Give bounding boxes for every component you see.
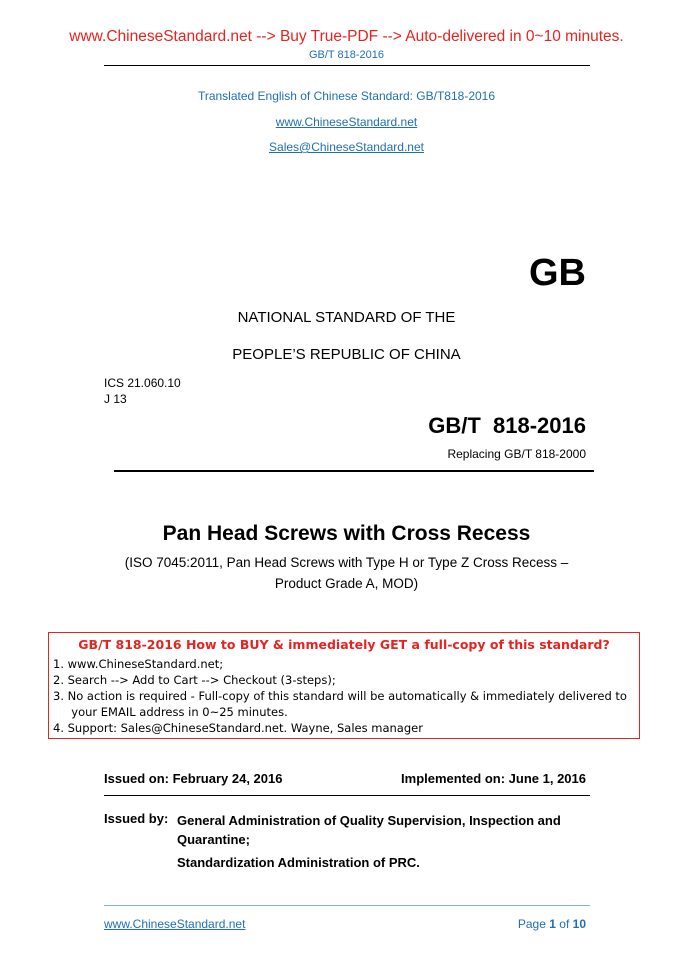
purchase-step: 2. Search --> Add to Cart --> Checkout (3-steps); <box>53 673 336 687</box>
purchase-info-box <box>48 632 640 739</box>
title-rule <box>114 470 594 472</box>
header-rule <box>104 65 590 66</box>
purchase-step: 4. Support: Sales@ChineseStandard.net. Wayne, Sales manager <box>53 721 423 735</box>
subtitle-line-2: Product Grade A, MOD) <box>274 576 419 591</box>
ccs-code: J 13 <box>104 392 127 406</box>
gb-logo: GB <box>529 252 586 294</box>
subtitle-line-1: (ISO 7045:2011, Pan Head Screws with Type H or Type Z Cross Recess – <box>124 555 569 570</box>
email-link[interactable]: Sales@ChineseStandard.net <box>269 140 424 154</box>
purchase-heading[interactable]: GB/T 818-2016 How to BUY & immediately GET a full-copy of this standard? <box>78 637 610 652</box>
issued-by-label: Issued by: <box>104 811 169 826</box>
page-indicator <box>518 917 586 931</box>
running-header: GB/T 818-2016 <box>308 49 384 61</box>
issued-rule <box>104 795 590 796</box>
issued-date: Issued on: February 24, 2016 <box>104 771 283 786</box>
country-line: PEOPLE’S REPUBLIC OF CHINA <box>232 346 461 363</box>
national-standard-line: NATIONAL STANDARD OF THE <box>237 309 456 326</box>
footer-website-link[interactable]: www.ChineseStandard.net <box>104 917 246 931</box>
standard-code: GB/T 818-2016 <box>428 413 586 438</box>
translation-line: Translated English of Chinese Standard: GB/T818-2016 <box>197 89 496 103</box>
ics-code: ICS 21.060.10 <box>104 376 181 390</box>
purchase-step: 1. www.ChineseStandard.net; <box>53 657 224 671</box>
page-of: of <box>559 917 570 931</box>
promo-banner[interactable]: www.ChineseStandard.net --> Buy True-PDF --> Auto-delivered in 0~10 minutes. <box>69 28 624 45</box>
issuer-2: Standardization Administration of PRC. <box>177 855 420 870</box>
issuer-1: General Administration of Quality Supervision, Inspection and Quarantine; <box>177 813 561 847</box>
page-total: 10 <box>572 917 586 931</box>
footer-rule <box>104 905 590 906</box>
purchase-step: your EMAIL address in 0~25 minutes. <box>53 705 288 719</box>
replacing-note: Replacing GB/T 818-2000 <box>447 447 586 461</box>
document-title: Pan Head Screws with Cross Recess <box>162 522 531 545</box>
website-link[interactable]: www.ChineseStandard.net <box>275 115 418 129</box>
classification-codes <box>104 375 181 407</box>
page-number: 1 <box>549 917 556 931</box>
page-prefix: Page <box>517 917 546 931</box>
purchase-step: 3. No action is required - Full-copy of this standard will be automatically & immediately delivered to <box>53 689 627 703</box>
implemented-date: Implemented on: June 1, 2016 <box>401 771 586 786</box>
